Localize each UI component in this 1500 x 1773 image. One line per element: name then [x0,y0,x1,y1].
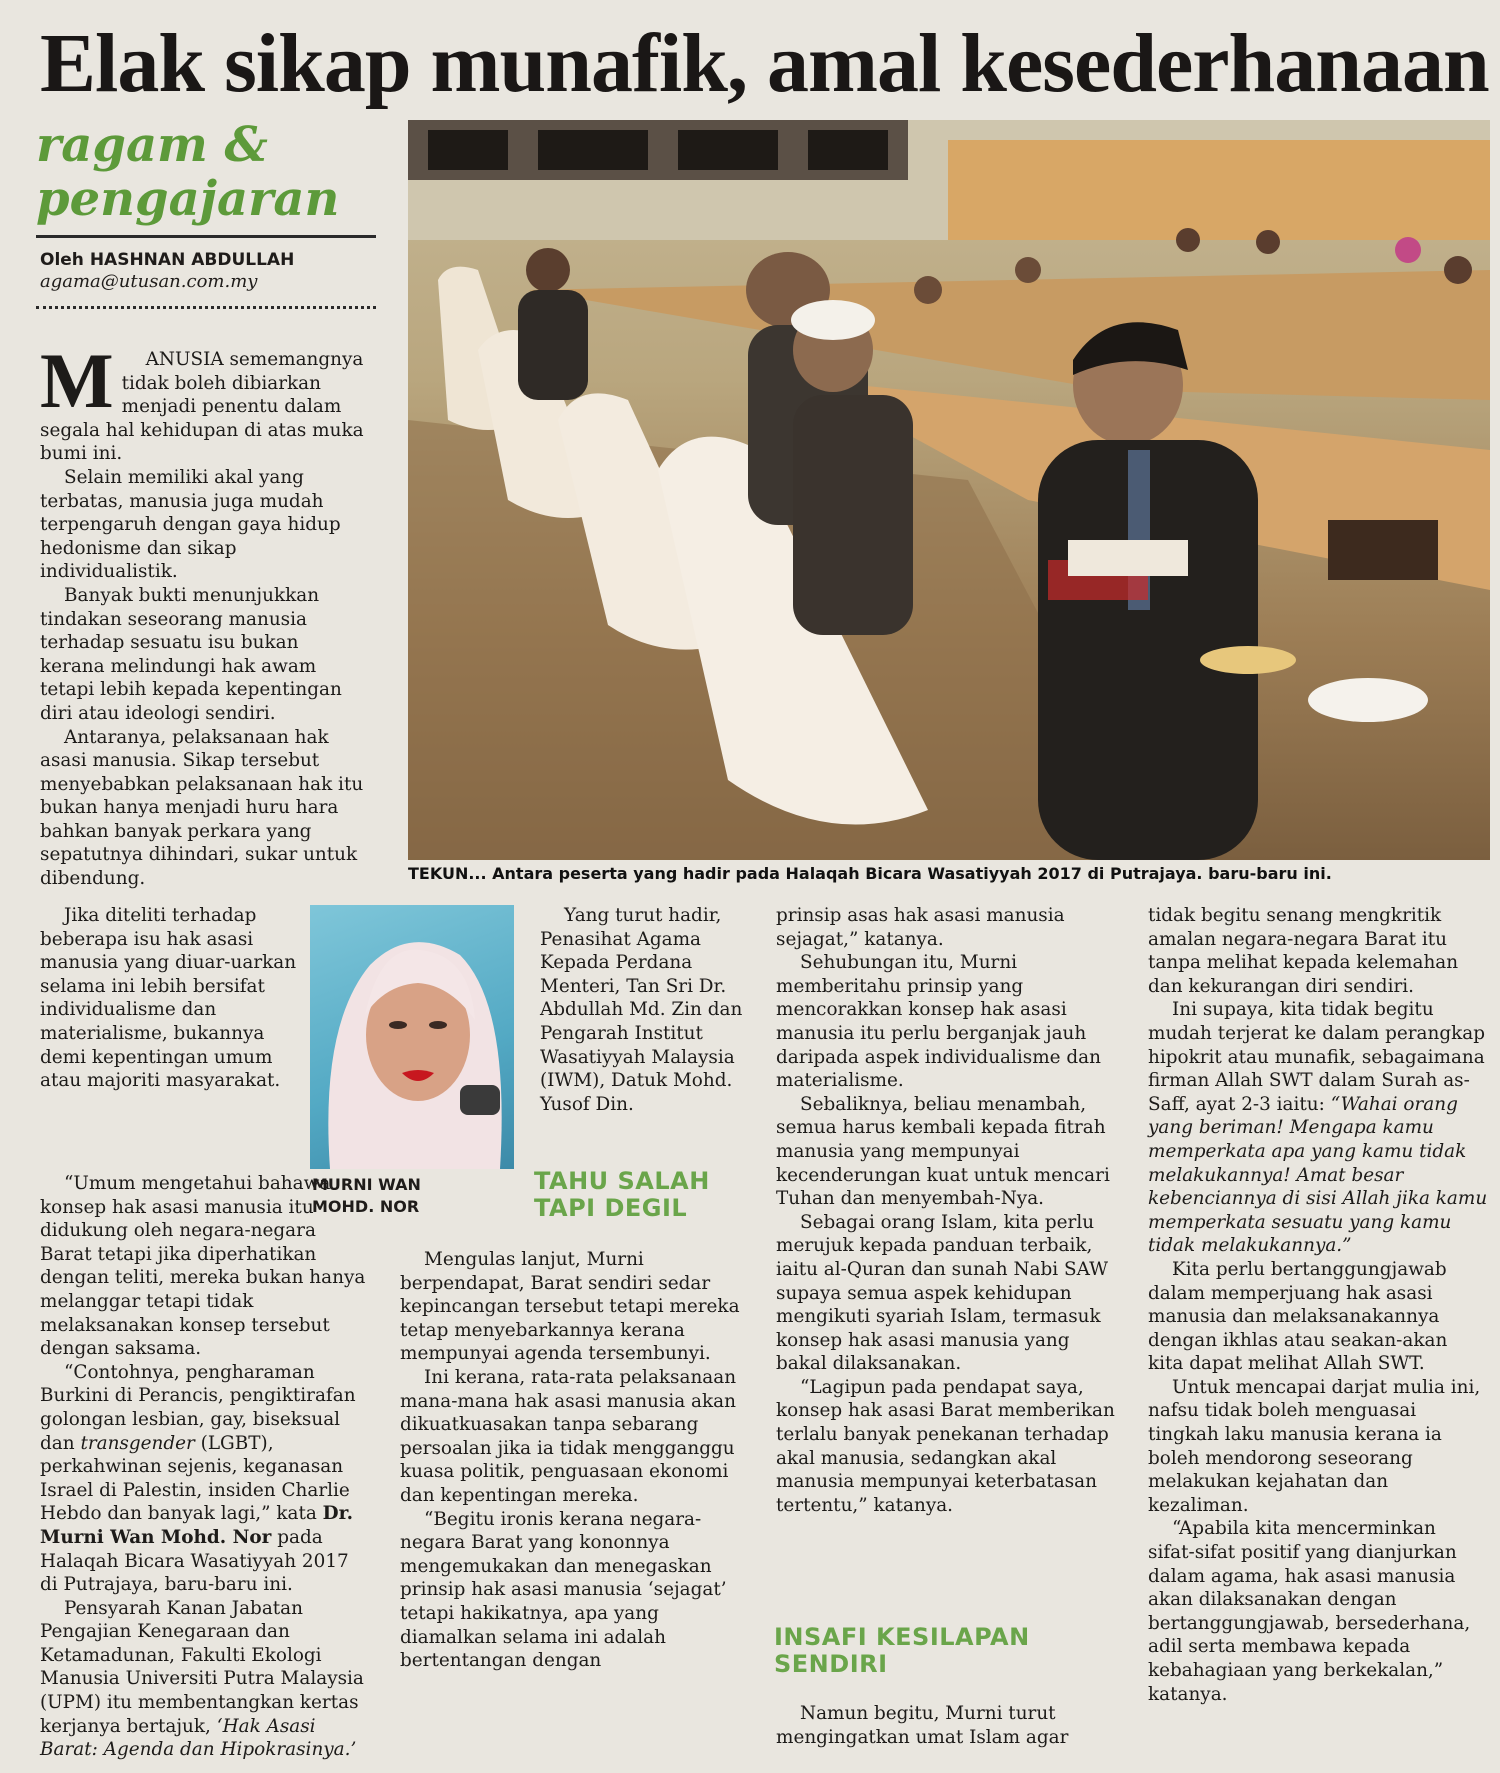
paragraph: Pensyarah Kanan Jabatan Pengajian Kenegaraan dan Ketamadunan, Fakulti Ekologi Manusia Universiti Putra Malaysia (UPM) itu membentangkan kertas kerjanya bertajuk, ‘Hak Asasi Barat: Agenda dan Hipokrasinya.’ [40,1597,364,1761]
portrait-label-line-2: MOHD. NOR [312,1197,420,1216]
column-kicker [36,118,386,226]
paragraph: Sehubungan itu, Murni memberitahu prinsip yang mencorakkan konsep hak asasi manusia itu perlu berganjak jauh daripada aspek individualisme dan materialisme. [776,952,1101,1092]
paragraph: “Apabila kita mencerminkan sifat-sifat positif yang dianjurkan dalam agama, hak asasi manusia akan dilaksanakan dengan bertanggungjawab, bersederhana, adil serta membawa kepada kebahagiaan yang berkekalan,” katanya. [1148,1518,1471,1705]
paragraph: “Lagipun pada pendapat saya, konsep hak asasi Barat memberikan terlalu banyak penekanan terhadap akal manusia, sedangkan akal manusia mempunyai keterbatasan tertentu,” katanya. [776,1376,1115,1516]
byline-author: Oleh HASHNAN ABDULLAH [40,250,295,270]
byline [40,249,380,293]
article-column-1 [40,337,366,891]
paragraph: Sebaliknya, beliau menambah, semua harus kembali kepada fitrah manusia yang mempunyai kecenderungan kuat untuk mencari Tuhan dan menyembah-Nya. [776,1093,1110,1210]
drop-cap: M [40,337,114,424]
paragraph: Kita perlu bertanggungjawab dalam memperjuang hak asasi manusia dan melaksanakannya dengan ikhlas atau seakan-akan kita dapat melihat Allah SWT. [1148,1258,1448,1375]
conference-room-illustration [408,120,1490,860]
paragraph: Selain memiliki akal yang terbatas, manusia juga mudah terpengaruh dengan gaya hidup hedonisme dan sikap individualistik. [40,466,341,583]
paragraph: Antaranya, pelaksanaan hak asasi manusia. Sikap tersebut menyebabkan pelaksanaan hak itu bukan hanya menjadi huru hara bahkan banyak perkara yang sepatutnya dihindari, sukar untuk dibendung. [40,726,364,890]
paragraph: Untuk mencapai darjat mulia ini, nafsu tidak boleh menguasai tingkah laku manusia kerana ia boleh mendorong seseorang melakukan kejahatan dan kezaliman. [1148,1376,1481,1516]
paragraph: Namun begitu, Murni turut mengingatkan umat Islam agar [776,1703,1069,1748]
kicker-line-2: pengajaran [36,171,340,227]
paragraph: Mengulas lanjut, Murni berpendapat, Barat sendiri sedar kepincangan tersebut tetapi mereka tetap menyebarkannya kerana mempunyai agenda tersembunyi. [400,1249,740,1365]
paragraph: Ini supaya, kita tidak begitu mudah terjerat ke dalam perangkap hipokrit atau munafik, sebagaimana firman Allah SWT dalam Surah as-Saff, ayat 2-3 iaitu: “Wahai orang yang beriman! Mengapa kamu memperkata apa yang kamu tidak melakukannya! Amat besar kebenciannya di sisi Allah jika kamu memperkata sesuatu yang kamu tidak melakukannya.” [1148,999,1488,1257]
article-column-3-end [776,1702,1120,1749]
subheading: TAHU SALAH TAPI DEGIL [534,1167,710,1222]
paragraph: tidak begitu senang mengkritik amalan negara-negara Barat itu tanpa melihat kepada kelemahan dan kekurangan diri sendiri. [1148,905,1459,997]
paragraph: prinsip asas hak asasi manusia sejagat,” katanya. [776,905,1065,950]
article-column-2-continued [400,1248,750,1673]
headline: Elak sikap munafik, amal kesederhanaan [40,17,1489,110]
paragraph: “Begitu ironis kerana negara-negara Barat yang kononnya mengemukakan dan menegaskan prinsip hak asasi manusia ‘sejagat’ tetapi hakikatnya, apa yang diamalkan selama ini adalah bertentangan dengan [400,1508,727,1672]
portrait-photo [310,905,514,1169]
paragraph: Sebagai orang Islam, kita perlu merujuk kepada panduan terbaik, iaitu al-Quran dan sunah Nabi SAW supaya semua aspek kehidupan mengikuti syariah Islam, termasuk konsep hak asasi manusia yang bakal dilaksanakan. [776,1211,1109,1375]
byline-email: agama@utusan.com.my [40,271,258,292]
article-column-1-continued [40,904,300,1093]
paragraph: Yang turut hadir, Penasihat Agama Kepada Perdana Menteri, Tan Sri Dr. Abdullah Md. Zin dan Pengarah Institut Wasatiyyah Malaysia (IWM), Datuk Mohd. Yusof Din. [540,905,743,1115]
main-photo [408,120,1490,860]
paragraph: Jika diteliti terhadap beberapa isu hak asasi manusia yang diuar-uarkan selama ini lebih bersifat individualisme dan materialisme, bukannya demi kepentingan umum atau majoriti masyarakat. [40,905,297,1092]
photo-caption: TEKUN... Antara peserta yang hadir pada Halaqah Bicara Wasatiyyah 2017 di Putrajaya. baru-baru ini. [408,864,1332,883]
kicker-line-1: ragam & [36,117,268,173]
article-column-2 [540,904,750,1116]
article-column-1-lower [40,1172,366,1762]
paragraph-text: ANUSIA sememangnya tidak boleh dibiarkan menjadi penentu dalam segala hal kehidupan di atas muka bumi ini. [40,349,364,465]
portrait-label [312,1174,512,1218]
paragraph: Ini kerana, rata-rata pelaksanaan mana-mana hak asasi manusia akan dikuatkuasakan tanpa sebarang persoalan jika ia tidak mengganggu kuasa politik, penguasaan ekonomi dan kepentingan mereka. [400,1366,737,1506]
paragraph [40,337,366,466]
paragraph: “Contohnya, pengharaman Burkini di Perancis, pengiktirafan golongan lesbian, gay, biseksual dan transgender (LGBT), perkahwinan sejenis, keganasan Israel di Palestin, insiden Charlie Hebdo dan banyak lagi,” kata Dr. Murni Wan Mohd. Nor pada Halaqah Bicara Wasatiyyah 2017 di Putrajaya, baru-baru ini. [40,1361,356,1596]
subheading: INSAFI KESILAPAN SENDIRI [774,1623,1030,1678]
article-column-3 [776,904,1120,1517]
kicker-rule [36,235,376,238]
dotted-rule [36,306,376,309]
paragraph: “Umum mengetahui bahawa konsep hak asasi manusia itu didukung oleh negara-negara Barat tetapi jika diperhatikan dengan teliti, mereka bukan hanya melanggar tetapi tidak melaksanakan konsep tersebut dengan saksama. [40,1173,366,1360]
portrait-label-line-1: MURNI WAN [312,1175,421,1194]
paragraph: Banyak bukti menunjukkan tindakan seseorang manusia terhadap sesuatu isu bukan kerana melindungi hak awam tetapi lebih kepada kepentingan diri atau ideologi sendiri. [40,584,342,724]
portrait-illustration [310,905,514,1169]
article-column-4 [1148,904,1488,1706]
